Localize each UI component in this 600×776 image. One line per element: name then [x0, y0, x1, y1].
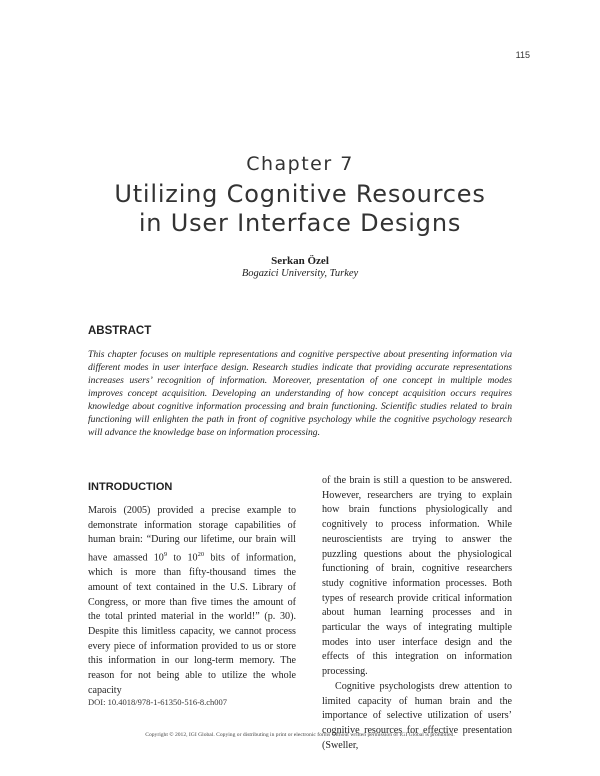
doi: DOI: 10.4018/978-1-61350-516-8.ch007 — [88, 697, 228, 707]
body-column-right — [322, 474, 512, 753]
abstract-text: This chapter focuses on multiple representations and cognitive perspective about presenting information via different modes in user interface design. Research studies indicate that providing accurate representations increases users’ recognition of information. Moreover, presentation of one concept in multiple modes improves concept acquisition. Developing an understanding of how concept acquisition occurs requires knowledge about cognitive information processing and brain functioning. Scientific studies related to brain functioning will enlighten the path in front of cognitive psychology while the cognitive psychology research will advance the knowledge base on information processing. — [88, 349, 512, 438]
intro-text-1: Marois (2005) provided a precise example to demonstrate information storage capabilities of human brain: “During our lifetime, our brain will have amassed 10 — [88, 505, 296, 564]
intro-paragraph-3: Cognitive psychologists drew attention to limited capacity of human brain and the importance of selective utilization of users’ cognitive resources for effective presentation (Sweller, — [322, 680, 512, 751]
exponent-1: 9 — [163, 551, 168, 559]
introduction-heading: INTRODUCTION — [88, 481, 173, 493]
author-name: Serkan Özel — [271, 255, 329, 267]
body-column-left — [88, 504, 296, 699]
chapter-label: Chapter 7 — [246, 153, 354, 175]
chapter-title-line-1: Utilizing Cognitive Resources — [114, 180, 486, 208]
abstract-heading: ABSTRACT — [88, 325, 152, 337]
intro-text-2: to 10 — [167, 552, 198, 564]
author-affiliation: Bogazici University, Turkey — [241, 268, 359, 279]
page-number: 115 — [515, 50, 530, 60]
intro-text-3: bits of information, which is more than fifty-thousand times the amount of text contained in the U.S. Library of Congress, or more than five times the amount of the total printed material in the world!” (p. 30). Despite this limitless capacity, we cannot process every piece of information provided to us or store this information in our long-term memory. The reason for not being able to utilize the whole capacity — [88, 552, 296, 696]
copyright-notice: Copyright © 2012, IGI Global. Copying or distributing in print or electronic forms without written permission of IGI Global is prohibited. — [145, 732, 455, 738]
exponent-2: 20 — [197, 551, 205, 559]
chapter-title — [0, 180, 600, 238]
intro-paragraph-1 — [88, 504, 296, 699]
chapter-title-line-2: in User Interface Designs — [138, 209, 462, 237]
intro-paragraph-2: of the brain is still a question to be answered. However, researchers are trying to explain how brain functions physiologically and cognitively to process information. While neuroscientists are trying to answer the puzzling questions about the physiological functioning of brain, cognitive researchers study cognitive information processes. Both types of research provide critical information about human learning processes and in particular the ways of integrating multiple modes into user interface design and the effects of this integration on information processing. — [322, 475, 512, 678]
